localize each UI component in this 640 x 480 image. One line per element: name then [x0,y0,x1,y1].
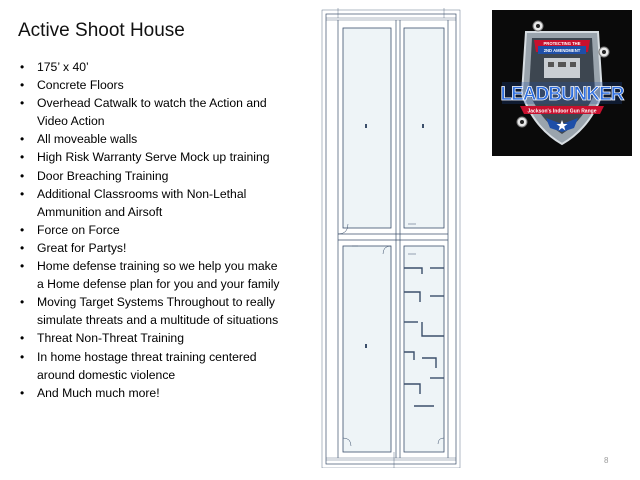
bullet-dot: • [20,78,25,93]
list-item-text: Concrete Floors [37,78,124,93]
list-item-text: And Much much more! [37,385,160,400]
logo-banner-sub: 2ND AMENDMENT [543,48,581,53]
bullet-dot: • [20,132,25,147]
list-item [18,167,286,185]
list-item [18,185,286,221]
list-item-text: All moveable walls [37,132,138,147]
bullet-dot: • [20,385,25,400]
list-item-text: Overhead Catwalk to watch the Action and Video Action [37,96,267,129]
slide-title: Active Shoot House [18,20,185,41]
list-item-text: Great for Partys! [37,240,127,255]
list-item [18,221,286,239]
list-item-text: Threat Non-Threat Training [37,331,184,346]
bullet-dot: • [20,331,25,346]
logo-brand-text: LEADBUNKER [500,84,624,105]
list-item-text: 175’ x 40’ [37,60,89,74]
list-item-text: In home hostage threat training centered around domestic violence [37,349,257,382]
page-number: 8 [604,456,609,465]
list-item [18,348,286,384]
list-item-text: High Risk Warranty Serve Mock up training [37,150,270,165]
list-item [18,257,286,293]
list-item-text: Force on Force [37,222,120,237]
bullet-dot: • [20,222,25,237]
room-lower-right [404,246,444,452]
list-item [18,384,286,402]
leadbunker-logo [492,10,632,156]
bullet-dot: • [20,259,25,274]
list-item [18,58,286,76]
list-item-text: Home defense training so we help you make a Home defense plan for you and your family [37,259,280,292]
list-item [18,148,286,166]
room-lower-left [343,246,391,452]
list-item [18,76,286,94]
list-item [18,293,286,329]
list-item [18,94,286,130]
bullet-dot: • [20,60,25,74]
list-item-text: Additional Classrooms with Non-Lethal Ammunition and Airsoft [37,186,247,219]
bullet-dot: • [20,349,25,364]
list-item-text: Door Breaching Training [37,168,169,183]
feature-list [18,58,286,402]
bullet-dot: • [20,295,25,310]
list-item [18,329,286,347]
list-item [18,239,286,257]
list-item-text: Moving Target Systems Throughout to really simulate threats and a multitude of situations [37,295,279,328]
floor-plan-drawing [318,6,466,468]
list-item [18,130,286,148]
bullet-dot: • [20,240,25,255]
bullet-dot: • [20,96,25,111]
bullet-dot: • [20,150,25,165]
logo-tagline: Jackson's Indoor Gun Range [527,108,597,115]
bullet-dot: • [20,186,25,201]
bullet-dot: • [20,168,25,183]
logo-banner-top: PROTECTING THE [543,41,581,46]
